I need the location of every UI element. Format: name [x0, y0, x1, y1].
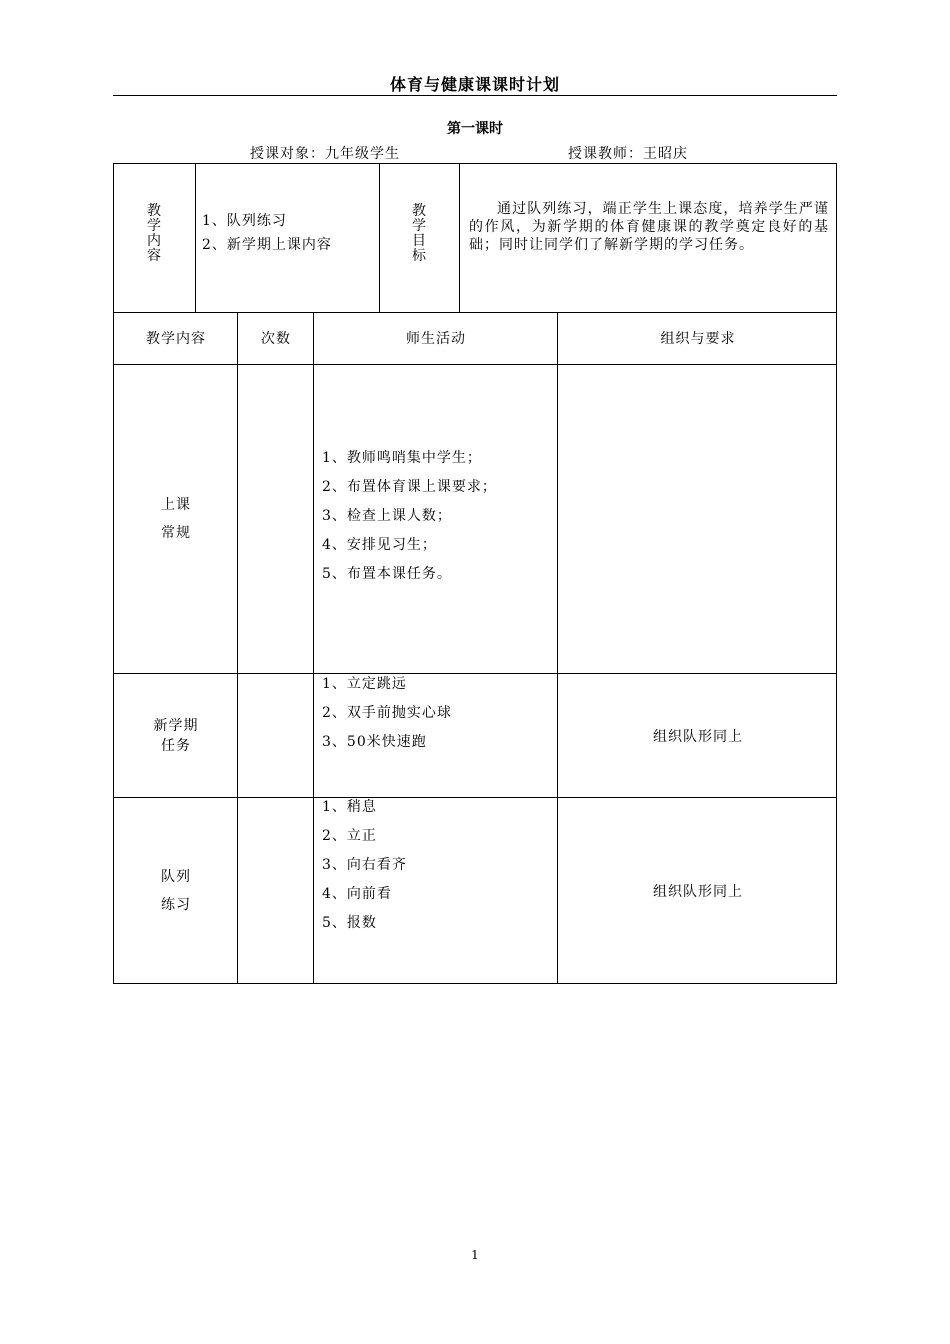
row-label-drill — [114, 798, 238, 984]
summary-table — [113, 163, 837, 313]
activity-list-drill — [322, 793, 407, 938]
header-content: 教学内容 — [146, 331, 206, 347]
teacher-name: 授课教师：王昭庆 — [568, 146, 688, 162]
goal-label: 教学目标 — [412, 203, 426, 264]
activity-item: 1、立定跳远 — [322, 676, 407, 692]
page-number: 1 — [471, 1248, 479, 1262]
activity-item: 3、检查上课人数； — [322, 508, 452, 524]
activity-item: 5、报数 — [322, 915, 377, 931]
header-divider — [113, 95, 837, 96]
document-header-title: 体育与健康课课时计划 — [389, 75, 560, 94]
activity-list-new-term — [322, 670, 452, 757]
activity-item: 1、稍息 — [322, 799, 377, 815]
row-label-line: 新学期 — [153, 717, 199, 734]
summary-divider — [459, 164, 460, 312]
row-label-line: 练习 — [161, 897, 191, 913]
summary-divider — [195, 164, 196, 312]
row-label-line: 常规 — [161, 525, 191, 541]
row-label-routine — [114, 365, 238, 673]
header-organization: 组织与要求 — [660, 331, 736, 347]
goal-text: 通过队列练习，端正学生上课态度，培养学生严谨的作风，为新学期的体育健康课的教学奠定良好的基础；同时让同学们了解新学期的学习任务。 — [469, 201, 829, 253]
activity-item: 4、向前看 — [322, 886, 392, 902]
summary-divider — [379, 164, 380, 312]
content-item: 1、队列练习 — [202, 213, 287, 229]
lesson-title: 第一课时 — [447, 121, 503, 137]
row-label-line: 上课 — [161, 497, 191, 513]
row-label-line: 任务 — [161, 737, 191, 754]
org-new-term: 组织队形同上 — [653, 728, 743, 745]
activity-item: 2、双手前抛实心球 — [322, 705, 452, 721]
activity-list-routine — [322, 444, 497, 589]
org-drill: 组织队形同上 — [653, 884, 743, 900]
row-label-line: 队列 — [161, 869, 191, 885]
activity-item: 5、布置本课任务。 — [322, 566, 452, 582]
activity-item: 4、安排见习生； — [322, 537, 437, 553]
teaching-target: 授课对象：九年级学生 — [250, 146, 400, 162]
activity-item: 3、向右看齐 — [322, 857, 407, 873]
activity-item: 2、立正 — [322, 828, 377, 844]
row-label-new-term — [114, 674, 238, 797]
header-count: 次数 — [261, 331, 291, 347]
content-item: 2、新学期上课内容 — [202, 237, 332, 253]
column-divider — [313, 312, 314, 983]
content-label: 教学内容 — [147, 203, 161, 264]
content-list — [202, 209, 332, 257]
activity-item: 2、布置体育课上课要求； — [322, 479, 497, 495]
lesson-plan-table — [113, 312, 837, 984]
header-activities: 师生活动 — [406, 331, 466, 347]
activity-item: 3、50米快速跑 — [322, 734, 427, 750]
activity-item: 1、教师鸣哨集中学生； — [322, 450, 482, 466]
